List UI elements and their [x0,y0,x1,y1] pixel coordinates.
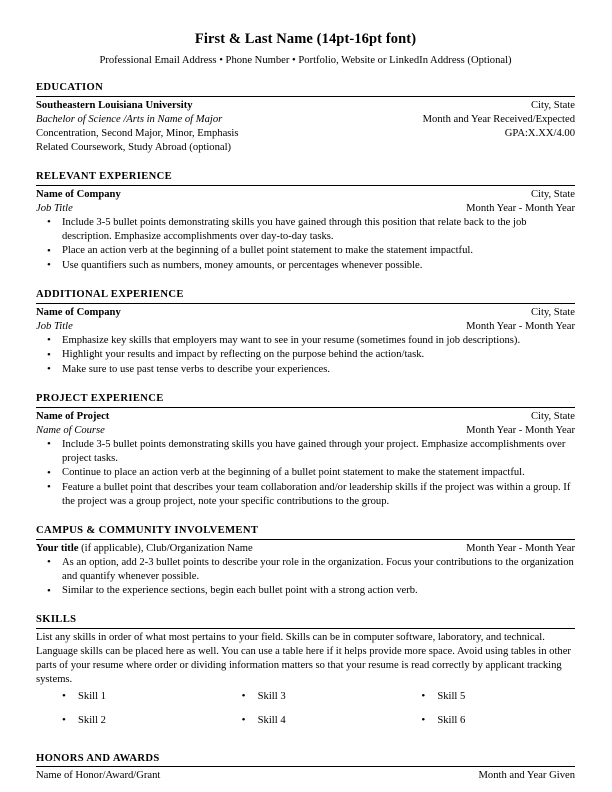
list-item: • Make sure to use past tense verbs to describe your experiences. [36,363,575,377]
project-date: Month Year - Month Year [466,424,575,436]
additional-company: Name of Company [36,306,121,318]
involvement-bullet-list [36,556,575,599]
section-heading-skills: SKILLS [36,613,575,629]
education-degree: Bachelor of Science /Arts in Name of Major [36,114,223,126]
education-entry-coursework [36,141,575,155]
section-involvement [36,524,575,598]
project-course: Name of Course [36,424,105,436]
page-title: First & Last Name (14pt-16pt font) [194,31,417,47]
section-project-experience [36,392,575,509]
skills-grid [36,690,575,728]
list-item: • Include 3-5 bullet points demonstrating skills you have gained through your project. Emphasize accomplishments over project tasks. [36,438,575,466]
additional-date: Month Year - Month Year [466,320,575,332]
project-name: Name of Project [36,410,110,422]
additional-location: City, State [530,306,575,318]
education-entry-school [36,99,575,113]
education-school: Southeastern Louisiana University [36,100,193,112]
project-location: City, State [530,410,575,422]
relevant-job-title: Job Title [36,202,73,214]
section-education [36,81,575,155]
education-entry-degree [36,113,575,127]
honors-date: Month and Year Given [478,770,575,782]
relevant-company: Name of Company [36,188,121,200]
relevant-location: City, State [530,188,575,200]
list-item: • Continue to place an action verb at the beginning of a bullet point statement to make the statement impactful. [36,466,575,480]
skills-description: List any skills in order of what most pertains to your field. Skills can be in computer software, laboratory, and technical. Language skills can be placed here as well. You can use a table here if it helps provide more space. Avoid using tables in other parts of your resume where order or dividing information matters so that your resume is read correctly by applicant tracking systems. [36,632,571,686]
list-item: • Skill 2 [36,714,216,728]
involvement-your-title: Your title [36,542,79,554]
list-item: • Skill 5 [395,690,575,704]
involvement-org-name: (if applicable), Club/Organization Name [78,542,253,554]
list-item: • Similar to the experience sections, begin each bullet point with a strong action verb. [36,584,575,598]
section-heading-relevant-experience: RELEVANT EXPERIENCE [36,170,575,186]
list-item: • As an option, add 2-3 bullet points to describe your role in the organization. Focus your contributions to the organization and quantify whenever possible. [36,556,575,584]
section-additional-experience [36,288,575,377]
list-item: • Skill 6 [395,714,575,728]
education-entry-concentration [36,127,575,141]
involvement-entry-title [36,542,575,556]
involvement-date: Month Year - Month Year [466,542,575,554]
list-item: • Emphasize key skills that employers may want to see in your resume (sometimes found in job descriptions). [36,334,575,348]
list-item: • Skill 3 [216,690,396,704]
honors-name: Name of Honor/Award/Grant [36,770,161,782]
section-heading-education: EDUCATION [36,81,575,97]
honors-entry [36,769,575,783]
education-date: Month and Year Received/Expected [422,114,575,126]
resume-header [36,30,575,67]
section-heading-project-experience: PROJECT EXPERIENCE [36,392,575,408]
relevant-bullet-list [36,216,575,273]
additional-job-title: Job Title [36,320,73,332]
education-gpa: GPA:X.XX/4.00 [504,128,575,140]
education-coursework: Related Coursework, Study Abroad (optional) [36,142,232,153]
list-item: • Place an action verb at the beginning of a bullet point statement to make the statement impactful. [36,244,575,258]
list-item: • Skill 4 [216,714,396,728]
section-skills [36,613,575,727]
relevant-entry-title [36,202,575,216]
section-heading-additional-experience: ADDITIONAL EXPERIENCE [36,288,575,304]
list-item: • Feature a bullet point that describes your team collaboration and/or leadership skills if the project was within a group. If the project was a group project, note your specific contributions to the group. [36,481,575,509]
section-honors [36,752,575,784]
additional-entry-title [36,320,575,334]
list-item: • Include 3-5 bullet points demonstrating skills you have gained through this position that relate back to the job description. Emphasize accomplishments over day-to-day tasks. [36,216,575,244]
section-heading-honors: HONORS AND AWARDS [36,752,575,768]
relevant-date: Month Year - Month Year [466,202,575,214]
project-bullet-list [36,438,575,509]
list-item: • Highlight your results and impact by reflecting on the purpose behind the action/task. [36,348,575,362]
relevant-entry-company [36,188,575,202]
education-concentration: Concentration, Second Major, Minor, Emphasis [36,128,239,140]
project-entry-name [36,410,575,424]
list-item: • Skill 1 [36,690,216,704]
section-heading-involvement: CAMPUS & COMMUNITY INVOLVEMENT [36,524,575,540]
additional-entry-company [36,306,575,320]
project-entry-course [36,424,575,438]
section-relevant-experience [36,170,575,273]
list-item: • Use quantifiers such as numbers, money amounts, or percentages whenever possible. [36,259,575,273]
additional-bullet-list [36,334,575,377]
contact-line: Professional Email Address • Phone Number • Portfolio, Website or LinkedIn Address (Optional) [99,54,512,66]
education-location: City, State [530,100,575,112]
